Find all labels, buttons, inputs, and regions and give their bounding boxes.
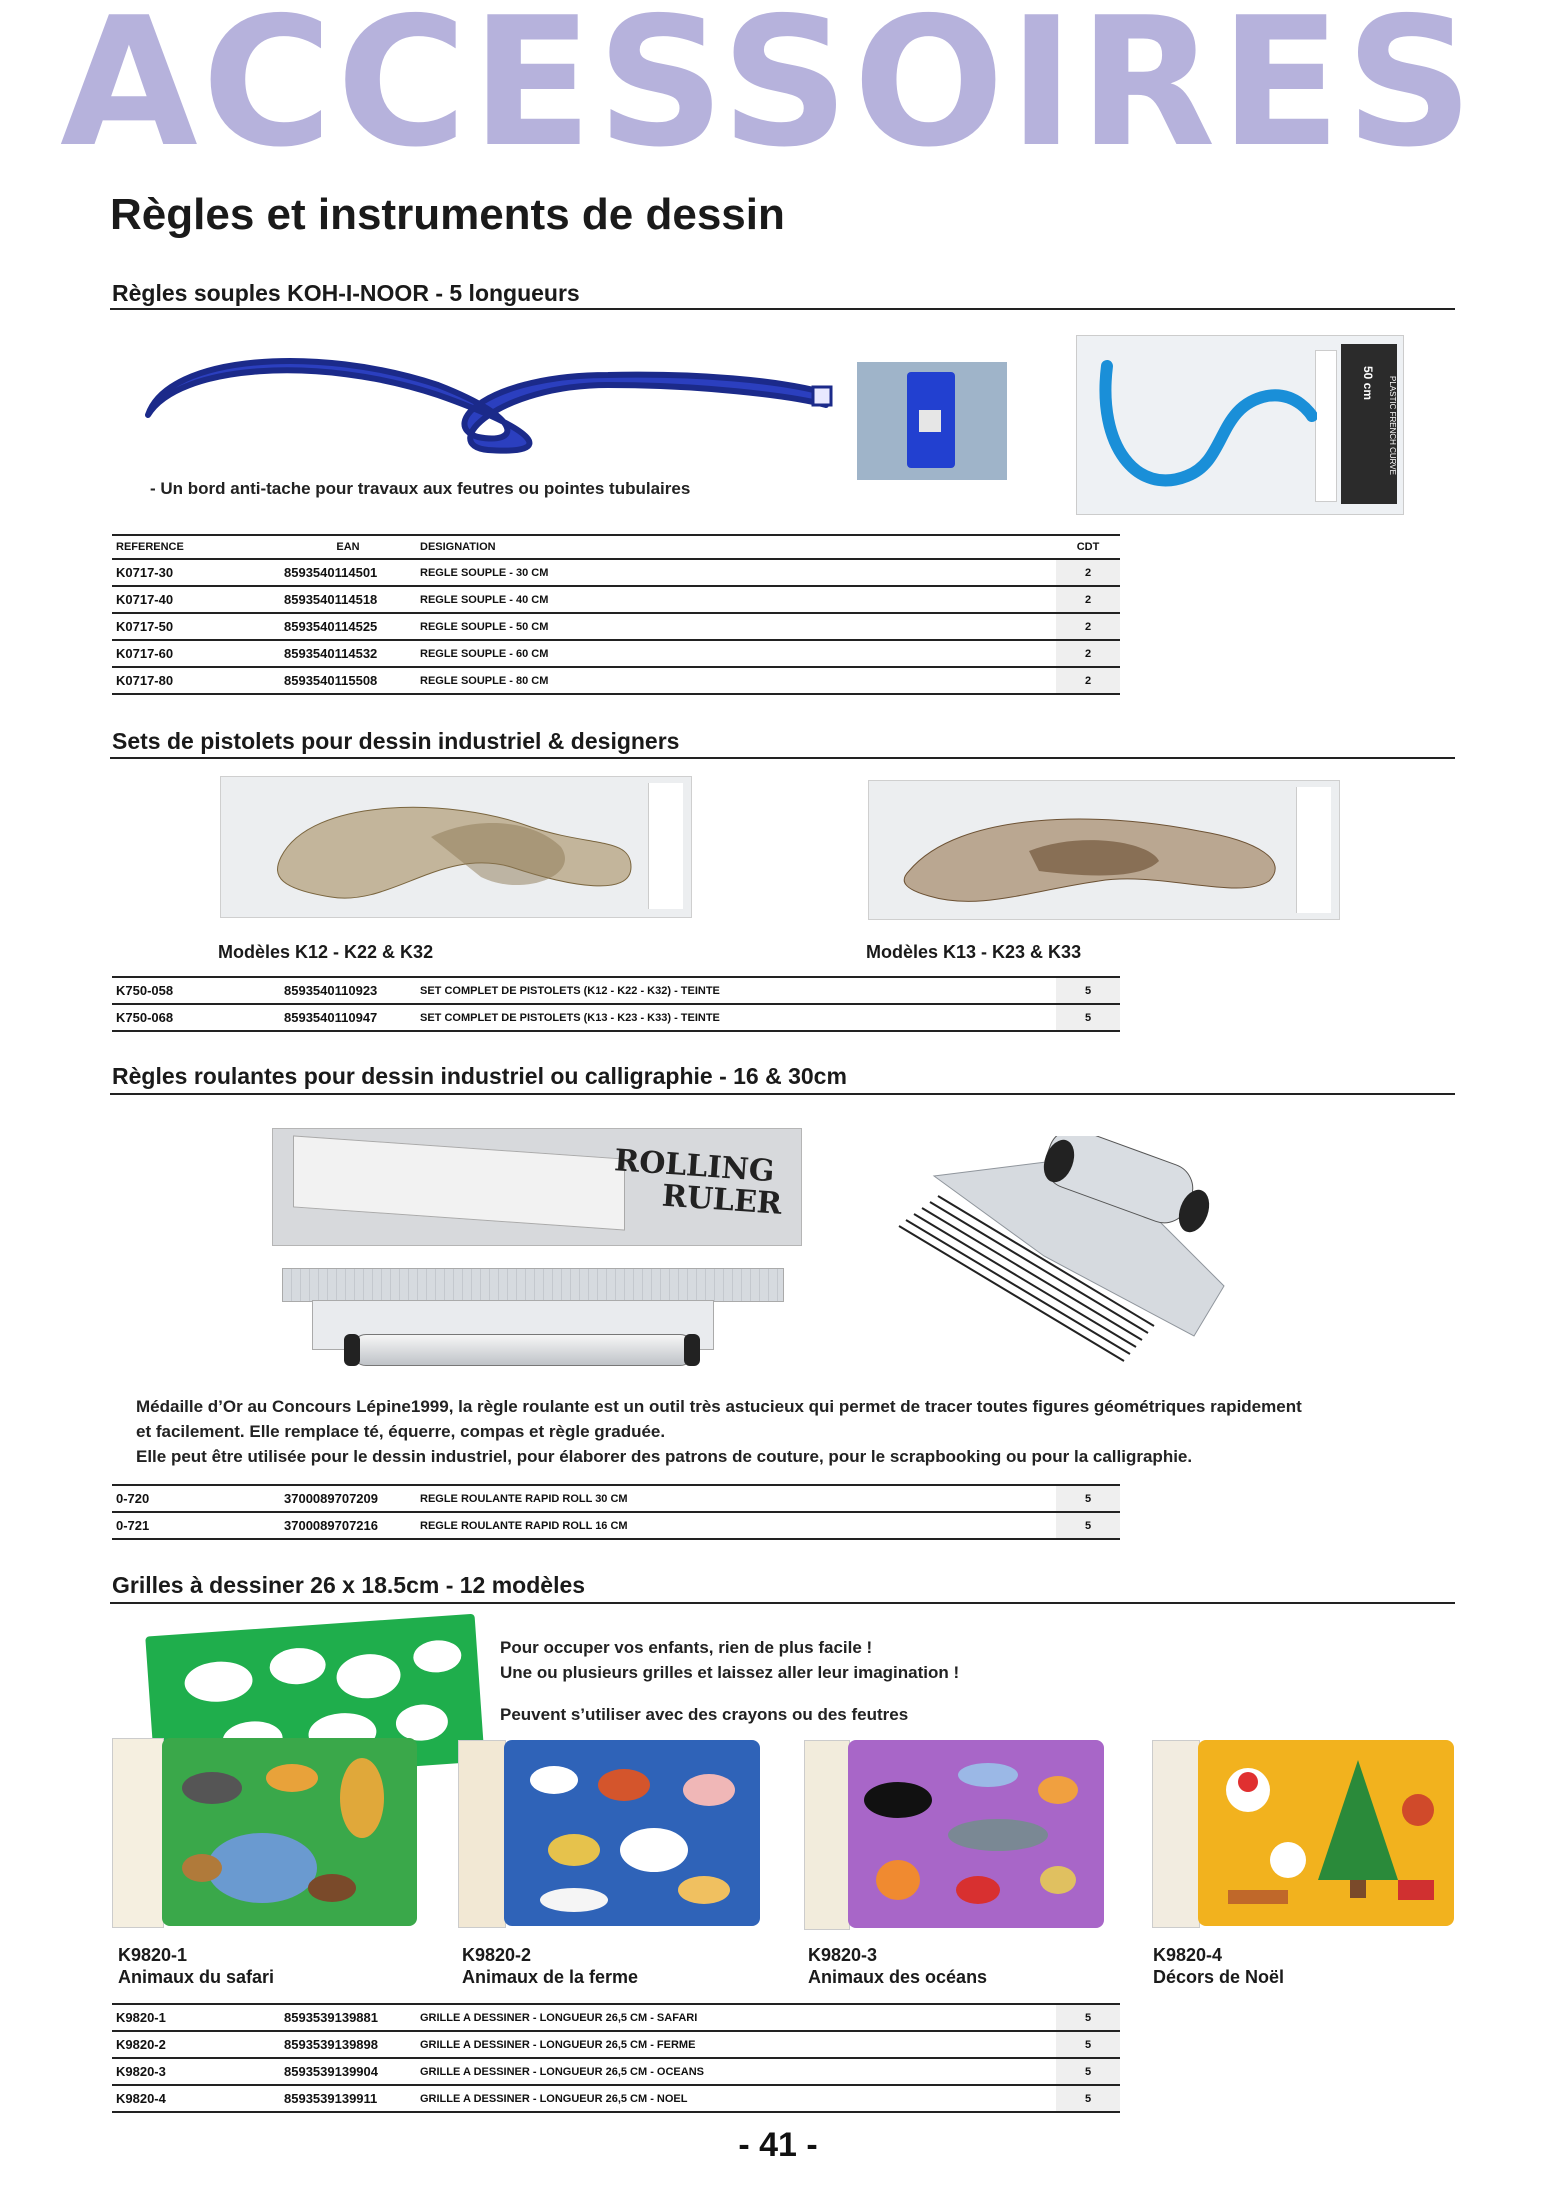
product-ref: K9820-2: [462, 1945, 532, 1965]
description-line: Elle peut être utilisée pour le dessin industriel, pour élaborer des patrons de couture, pour le scrapbooking ou pour la calligraphie.: [136, 1447, 1193, 1466]
french-curves-set-k13-image: [868, 780, 1340, 920]
stencil-farm-image: [458, 1740, 760, 1926]
page-title: Règles et instruments de dessin: [110, 190, 785, 239]
cell-cdt: 5: [1056, 1485, 1120, 1512]
stencil-caption-christmas: [1153, 1944, 1284, 1988]
table-row: [112, 2085, 1120, 2112]
stencils-table: [112, 2003, 1120, 2113]
caption-models-k13: Modèles K13 - K23 & K33: [866, 942, 1082, 962]
cell-cdt: 5: [1056, 2085, 1120, 2112]
table-row: [112, 667, 1120, 694]
table-row: [112, 977, 1120, 1004]
cell-ean: 8593540115508: [280, 667, 416, 694]
cell-ref: K0717-40: [112, 586, 280, 613]
rolling-ruler-box-label: [611, 1145, 785, 1221]
cell-ref: K9820-2: [112, 2031, 280, 2058]
header-cdt: CDT: [1056, 535, 1120, 559]
cell-ref: K750-068: [112, 1004, 280, 1031]
french-curves-set-k12-image: [220, 776, 692, 918]
product-name: Animaux des océans: [808, 1967, 988, 1987]
cell-cdt: 5: [1056, 2004, 1120, 2031]
table-row: [112, 2031, 1120, 2058]
section-title-rolling-rulers: Règles roulantes pour dessin industriel ou calligraphie - 16 & 30cm: [112, 1063, 847, 1089]
stencil-caption-safari: [118, 1944, 274, 1988]
stencil-christmas-image: [1152, 1740, 1454, 1926]
section-title-flexible-rulers: Règles souples KOH-I-NOOR - 5 longueurs: [112, 280, 580, 306]
cell-cdt: 5: [1056, 2031, 1120, 2058]
header-designation: DESIGNATION: [416, 535, 1056, 559]
table-row: [112, 586, 1120, 613]
cell-cdt: 2: [1056, 640, 1120, 667]
header-ean: EAN: [280, 535, 416, 559]
cell-designation: REGLE SOUPLE - 50 CM: [416, 613, 1056, 640]
intro-line: Une ou plusieurs grilles et laissez aller leur imagination !: [500, 1663, 960, 1682]
box-label-line1: ROLLING: [613, 1143, 776, 1190]
caption-models-k12: Modèles K12 - K22 & K32: [218, 942, 434, 962]
package-product-label: PLASTIC FRENCH CURVE: [1388, 376, 1397, 475]
cell-cdt: 2: [1056, 586, 1120, 613]
stencil-ocean-image: [804, 1740, 1104, 1928]
rolling-ruler-drawing-image: [894, 1136, 1234, 1376]
cell-ref: K0717-80: [112, 667, 280, 694]
table-row: [112, 559, 1120, 586]
curve-shapes-left: [271, 797, 641, 907]
rolling-ruler-description: [136, 1394, 1436, 1469]
table-row: [112, 613, 1120, 640]
product-name: Animaux de la ferme: [462, 1967, 639, 1987]
description-line: Médaille d’Or au Concours Lépine1999, la règle roulante est un outil très astucieux qui permet de tracer toutes figures géométriques rapidement: [136, 1397, 1302, 1416]
table-row: [112, 1485, 1120, 1512]
ocean-animals-drawing: [858, 1750, 1098, 1920]
table-row: [112, 640, 1120, 667]
cell-designation: GRILLE A DESSINER - LONGUEUR 26,5 CM - SAFARI: [416, 2004, 1056, 2031]
cell-designation: REGLE SOUPLE - 30 CM: [416, 559, 1056, 586]
cell-ean: 8593540110947: [280, 1004, 416, 1031]
cell-cdt: 5: [1056, 2058, 1120, 2085]
stencil-caption-ocean: [808, 1944, 987, 1988]
intro-line: Peuvent s’utiliser avec des crayons ou des feutres: [500, 1705, 909, 1724]
flexible-ruler-package-image: [1076, 335, 1404, 515]
cell-ean: 8593540114532: [280, 640, 416, 667]
cell-cdt: 5: [1056, 977, 1120, 1004]
section-divider: [110, 1602, 1455, 1604]
cell-cdt: 2: [1056, 613, 1120, 640]
rolling-ruler-box-image: [272, 1128, 802, 1246]
product-name: Décors de Noël: [1153, 1967, 1285, 1987]
cell-ref: K0717-50: [112, 613, 280, 640]
section-divider: [110, 308, 1455, 310]
cell-cdt: 2: [1056, 559, 1120, 586]
product-ref: K9820-3: [808, 1945, 878, 1965]
description-line: et facilement. Elle remplace té, équerre, compas et règle graduée.: [136, 1422, 666, 1441]
banner-title: ACCESSOIRES: [60, 0, 1478, 186]
page-number: - 41 -: [738, 2126, 818, 2164]
cell-ean: 8593539139911: [280, 2085, 416, 2112]
cell-designation: SET COMPLET DE PISTOLETS (K12 - K22 - K32) - TEINTE: [416, 977, 1056, 1004]
section-title-drawing-stencils: Grilles à dessiner 26 x 18.5cm - 12 modèles: [112, 1572, 586, 1598]
product-ref: K9820-4: [1153, 1945, 1223, 1965]
blue-ruler-curve: [1097, 356, 1317, 506]
product-name: Animaux du safari: [118, 1967, 275, 1987]
cell-ref: K0717-60: [112, 640, 280, 667]
french-curves-table: [112, 976, 1120, 1032]
cell-ean: 8593539139881: [280, 2004, 416, 2031]
cell-ean: 8593540114525: [280, 613, 416, 640]
rolling-rulers-table: [112, 1484, 1120, 1540]
table-row: [112, 1004, 1120, 1031]
section-divider: [110, 757, 1455, 759]
intro-line: Pour occuper vos enfants, rien de plus facile !: [500, 1638, 873, 1657]
cell-ref: 0-720: [112, 1485, 280, 1512]
anti-stain-note: - Un bord anti-tache pour travaux aux feutres ou pointes tubulaires: [150, 479, 691, 498]
cell-designation: REGLE ROULANTE RAPID ROLL 16 CM: [416, 1512, 1056, 1539]
table-row: [112, 1512, 1120, 1539]
cell-designation: REGLE SOUPLE - 60 CM: [416, 640, 1056, 667]
cell-ean: 8593539139904: [280, 2058, 416, 2085]
cell-designation: GRILLE A DESSINER - LONGUEUR 26,5 CM - FERME: [416, 2031, 1056, 2058]
flexible-rulers-table: [112, 534, 1120, 695]
cell-designation: REGLE SOUPLE - 80 CM: [416, 667, 1056, 694]
cell-cdt: 2: [1056, 667, 1120, 694]
safari-animals-drawing: [172, 1748, 412, 1918]
stencil-safari-image: [112, 1738, 417, 1926]
rolling-ruler-image: [282, 1268, 782, 1374]
cell-ean: 8593540114518: [280, 586, 416, 613]
cell-ref: K9820-1: [112, 2004, 280, 2031]
cell-designation: REGLE ROULANTE RAPID ROLL 30 CM: [416, 1485, 1056, 1512]
section-divider: [110, 1093, 1455, 1095]
cell-ref: K750-058: [112, 977, 280, 1004]
cell-cdt: 5: [1056, 1004, 1120, 1031]
cell-designation: GRILLE A DESSINER - LONGUEUR 26,5 CM - NOEL: [416, 2085, 1056, 2112]
section-title-french-curves: Sets de pistolets pour dessin industriel & designers: [112, 728, 680, 754]
cell-designation: GRILLE A DESSINER - LONGUEUR 26,5 CM - OCEANS: [416, 2058, 1056, 2085]
cell-cdt: 5: [1056, 1512, 1120, 1539]
product-ref: K9820-1: [118, 1945, 188, 1965]
christmas-drawing: [1208, 1750, 1448, 1920]
stencils-intro: [500, 1635, 959, 1727]
flexible-ruler-image: [138, 345, 838, 475]
stencil-caption-farm: [462, 1944, 638, 1988]
cell-designation: REGLE SOUPLE - 40 CM: [416, 586, 1056, 613]
cell-ref: K9820-4: [112, 2085, 280, 2112]
cell-ean: 3700089707209: [280, 1485, 416, 1512]
cell-ean: 8593540114501: [280, 559, 416, 586]
package-size-label: 50 cm: [1361, 366, 1375, 401]
cell-ean: 3700089707216: [280, 1512, 416, 1539]
farm-animals-drawing: [514, 1750, 754, 1920]
cell-designation: SET COMPLET DE PISTOLETS (K13 - K23 - K33) - TEINTE: [416, 1004, 1056, 1031]
curve-shapes-right: [899, 801, 1289, 911]
header-reference: REFERENCE: [112, 535, 280, 559]
cell-ean: 8593540110923: [280, 977, 416, 1004]
ruler-edge-closeup-image: [857, 362, 1007, 480]
cell-ref: K0717-30: [112, 559, 280, 586]
table-row: [112, 2004, 1120, 2031]
table-row: [112, 2058, 1120, 2085]
cell-ref: 0-721: [112, 1512, 280, 1539]
cell-ean: 8593539139898: [280, 2031, 416, 2058]
cell-ref: K9820-3: [112, 2058, 280, 2085]
box-label-line2: RULER: [660, 1178, 783, 1222]
